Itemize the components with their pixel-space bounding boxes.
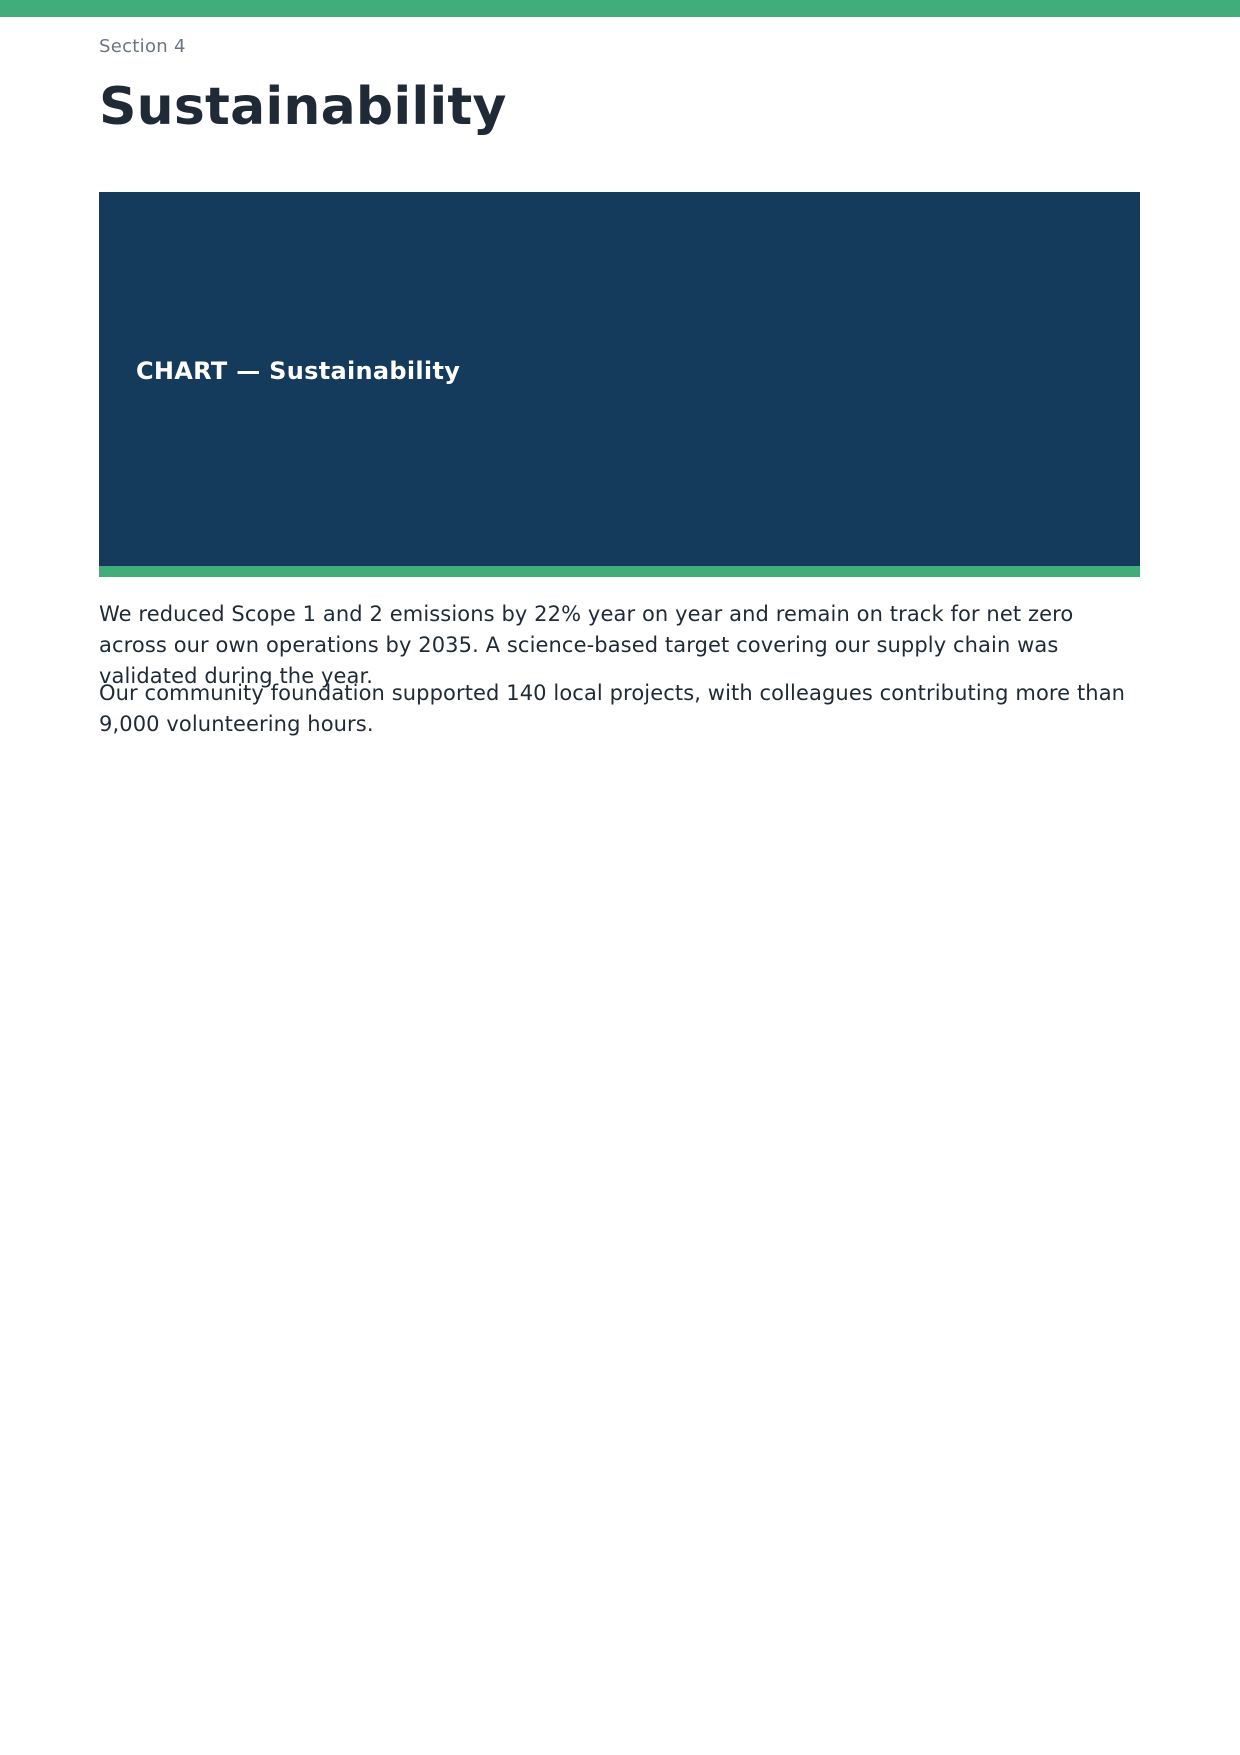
chart-accent-bar: [99, 566, 1140, 577]
section-label: Section 4: [99, 36, 186, 57]
body-paragraph-emissions: We reduced Scope 1 and 2 emissions by 22% year on year and remain on track for net zero across our own operations by 2035. A science-based target covering our supply chain was validated during the year.: [99, 602, 1074, 688]
top-accent-bar: [0, 0, 1240, 17]
body-paragraph-community: Our community foundation supported 140 local projects, with colleagues contributing more than 9,000 volunteering hours.: [99, 681, 1126, 736]
chart-placeholder-panel: [99, 192, 1140, 566]
page-title: Sustainability: [99, 77, 507, 137]
chart-placeholder-label: CHART — Sustainability: [136, 357, 461, 385]
